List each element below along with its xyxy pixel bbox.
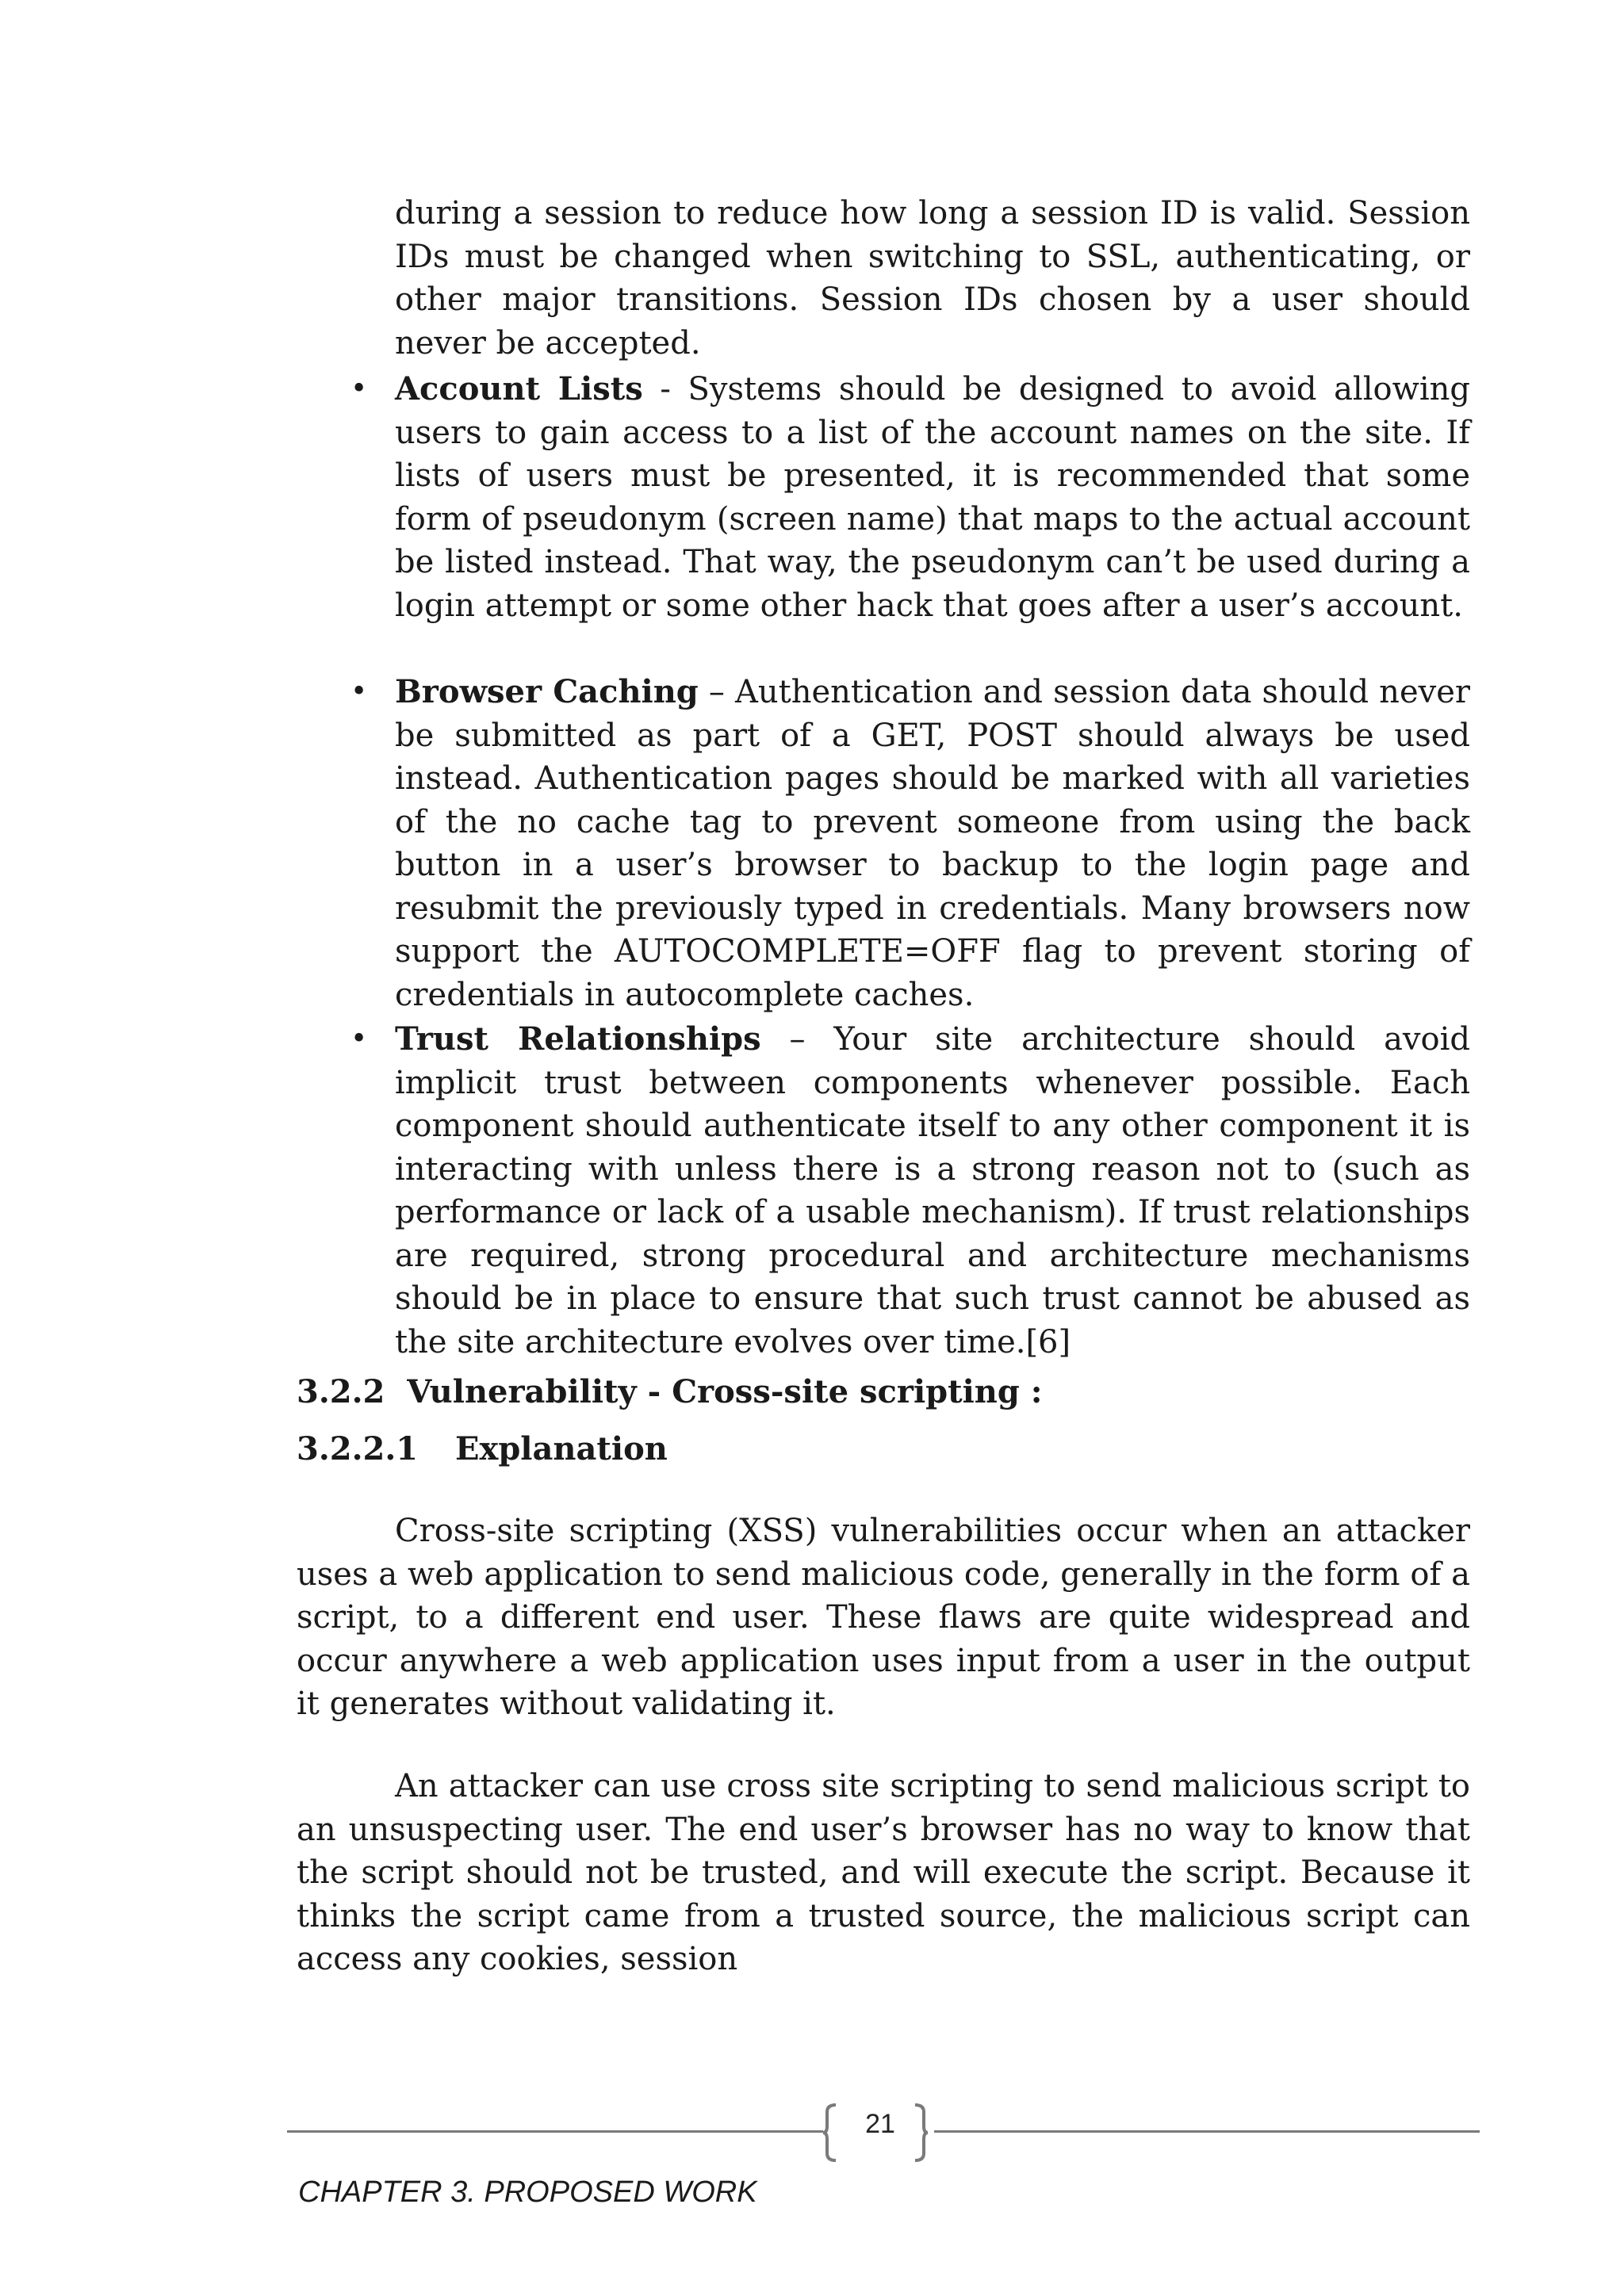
bullet-separator: - (642, 371, 688, 408)
subsection-number: 3.2.2.1 (297, 1430, 419, 1468)
bullet-text: Authentication and session data should never be submitted as part of a GET, POST should always be used instead. Authentication pages should be marked with all varieties of the no cache tag to prevent someone from using the back button in a user’s browser to backup to the login page and resubmit the previously typed in credentials. Many browsers now support the AUTOCOMPLETE=OFF flag to prevent storing of credentials in autocomplete caches. (395, 674, 1470, 1013)
lead-paragraph: during a session to reduce how long a session ID is valid. Session IDs must be changed when switching to SSL, authenticating, or other major transitions. Session IDs chosen by a user should never be accepted. (395, 195, 1470, 362)
subsection-heading (297, 1430, 668, 1468)
page-number: 21 (865, 2109, 895, 2139)
footer-rule-left (287, 2130, 823, 2133)
bullet-text: Systems should be designed to avoid allowing users to gain access to a list of the account names on the site. If lists of users must be presented, it is recommended that some form of pseudonym (screen name) that maps to the actual account be listed instead. That way, the pseudonym can’t be used during a login attempt or some other hack that goes after a user’s account. (395, 371, 1470, 624)
bullet-title: Browser Caching (395, 673, 699, 710)
bullet-title: Trust Relationships (395, 1020, 761, 1058)
bullet-browser-caching (350, 671, 1470, 1016)
body-paragraph-xss-attack: An attacker can use cross site scripting to send malicious script to an unsuspecting user. The end user’s browser has no way to know that the script should not be trusted, and will execute the script. Because it thinks the script came from a trusted source, the malicious script can access any cookies, session (297, 1768, 1470, 1977)
chapter-footer: CHAPTER 3. PROPOSED WORK (298, 2175, 757, 2209)
bullet-icon: • (350, 1023, 368, 1055)
bullet-icon: • (350, 675, 368, 708)
right-brace-icon (912, 2103, 929, 2163)
body-paragraph-xss-definition: Cross-site scripting (XSS) vulnerabilities occur when an attacker uses a web application to send malicious code, generally in the form of a script, to a different end user. These flaws are quite widespread and occur anywhere a web application uses input from a user in the output it generates without validating it. (297, 1513, 1470, 1722)
bullet-title: Account Lists (395, 370, 643, 408)
bullet-text: Your site architecture should avoid implicit trust between components whenever possible. Each component should authenticate itself to any other component it is interacting with unless there is a strong reason not to (such as performance or lack of a usable mechanism). If trust relationships are required, strong procedural and architecture mechanisms should be in place to ensure that such trust cannot be abused as the site architecture evolves over time.[6] (395, 1021, 1470, 1360)
bullet-account-lists (350, 368, 1470, 627)
subsection-title: Explanation (455, 1430, 668, 1468)
left-brace-icon (822, 2103, 839, 2163)
section-heading: 3.2.2 Vulnerability - Cross-site scripting : (297, 1373, 1043, 1410)
bullet-separator: – (760, 1021, 834, 1058)
bullet-icon: • (350, 373, 368, 405)
bullet-trust-relationships (350, 1018, 1470, 1364)
footer-rule-right (934, 2130, 1480, 2133)
bullet-separator: – (698, 674, 735, 710)
